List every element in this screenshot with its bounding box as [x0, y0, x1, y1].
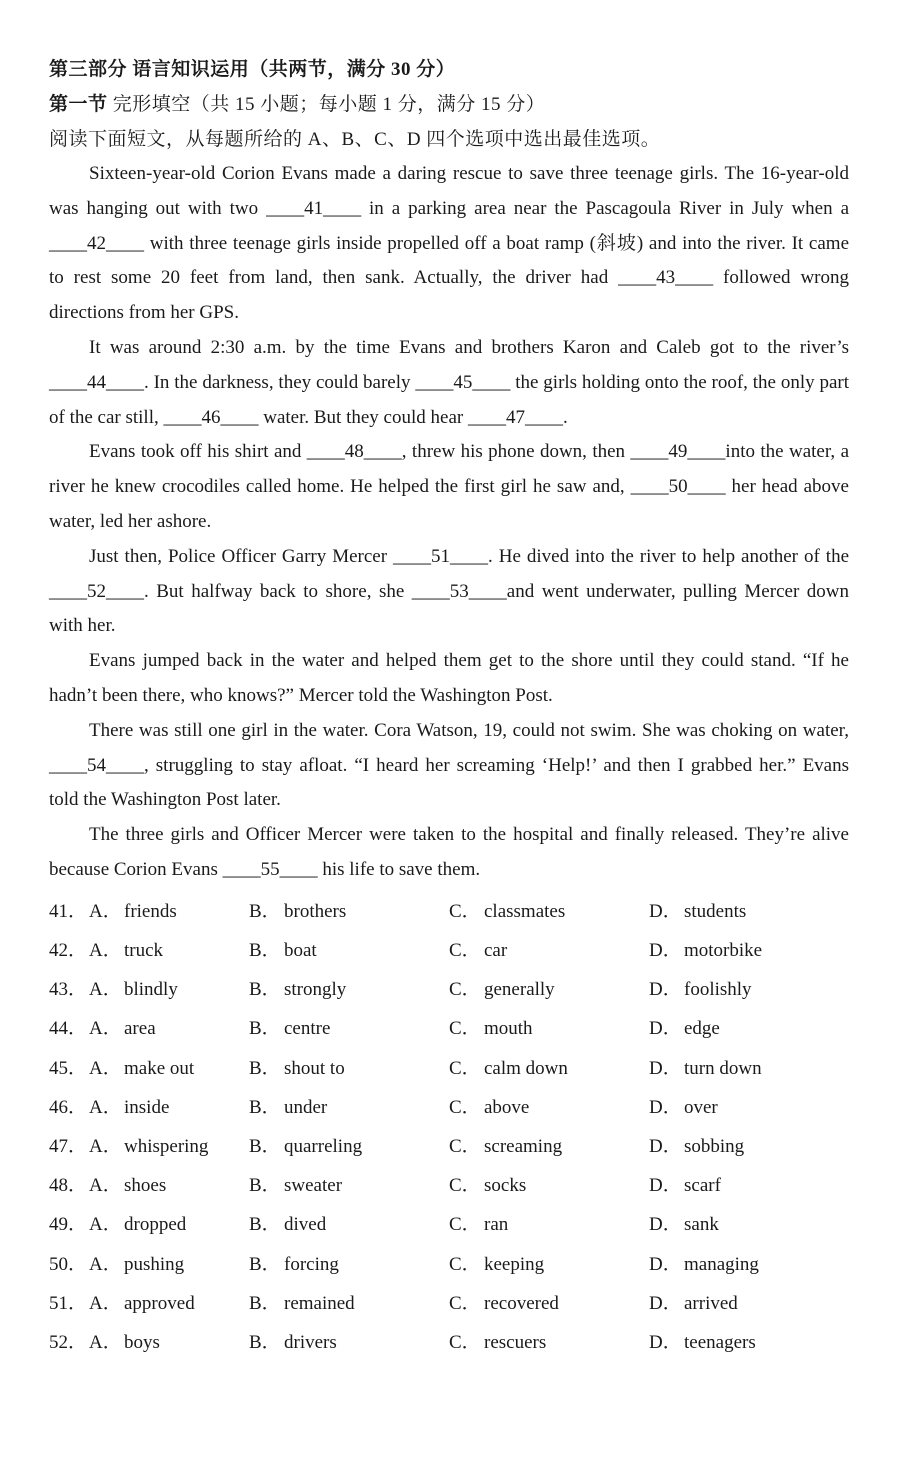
option-c[interactable] [449, 1013, 649, 1040]
option-letter: C． [449, 1292, 481, 1314]
question-number: 44． [49, 1018, 88, 1040]
option-text: classmates [484, 900, 566, 922]
cloze-passage [49, 157, 849, 888]
option-letter: C． [449, 1135, 481, 1157]
option-text: blindly [124, 979, 178, 1001]
option-b[interactable] [249, 1249, 449, 1276]
option-letter: A． [89, 1292, 122, 1314]
passage-paragraph: The three girls and Officer Mercer were taken to the hospital and finally released. They’re alive because Corion Evans ____55____ his life to save them. [49, 824, 849, 880]
option-letter: D． [649, 979, 682, 1001]
option-b[interactable] [249, 1327, 449, 1354]
option-letter: D． [649, 1253, 682, 1275]
option-letter: C． [449, 900, 481, 922]
option-letter: B． [249, 1253, 281, 1275]
passage-paragraph: Sixteen-year-old Corion Evans made a daring rescue to save three teenage girls. The 16-year-old was hanging out with two ____41____ in a parking area near the Pascagoula River in July when a ____42____ with three teenage girls inside propelled off a boat ramp (斜坡) and into the river. It came to rest some 20 feet from land, then sank. Actually, the driver had ____43____ followed wrong directions from her GPS. [49, 163, 849, 324]
option-letter: D． [649, 1214, 682, 1236]
question-row [49, 1046, 849, 1085]
question-row [49, 929, 849, 968]
option-a[interactable] [49, 1053, 249, 1080]
option-letter: A． [89, 1057, 122, 1079]
option-text: students [684, 900, 747, 922]
option-letter: B． [249, 979, 281, 1001]
instruction: 阅读下面短文，从每题所给的 A、B、C、D 四个选项中选出最佳选项。 [49, 129, 661, 150]
option-a[interactable] [49, 1131, 249, 1158]
option-d[interactable] [649, 1013, 849, 1040]
option-letter: B． [249, 1214, 281, 1236]
part-subtitle: 语言知识运用（共两节，满分 30 分） [132, 59, 456, 80]
section-heading [49, 87, 849, 122]
part-title: 第三部分 [49, 59, 128, 80]
question-row [49, 1282, 849, 1321]
option-text: dropped [124, 1214, 187, 1236]
part-heading [49, 52, 849, 87]
option-b[interactable] [249, 1131, 449, 1158]
option-a[interactable] [49, 974, 249, 1001]
option-text: car [484, 940, 508, 962]
option-text: edge [684, 1018, 720, 1040]
option-text: keeping [484, 1253, 545, 1275]
option-letter: A． [89, 900, 122, 922]
option-text: whispering [124, 1135, 209, 1157]
option-text: arrived [684, 1292, 738, 1314]
option-text: make out [124, 1057, 195, 1079]
question-number: 46． [49, 1096, 88, 1118]
option-letter: A． [89, 1175, 122, 1197]
option-text: recovered [484, 1292, 559, 1314]
option-text: socks [484, 1175, 527, 1197]
option-b[interactable] [249, 1288, 449, 1315]
option-letter: D． [649, 1331, 682, 1353]
option-a[interactable] [49, 896, 249, 923]
passage-paragraph: There was still one girl in the water. Cora Watson, 19, could not swim. She was choking on water, ____54____, struggling to stay afloat. “I heard her screaming ‘Help!’ and then I grabbed her.” Evans told the Washington Post later. [49, 719, 849, 811]
exam-page [49, 52, 849, 1360]
option-b[interactable] [249, 974, 449, 1001]
question-row [49, 1007, 849, 1046]
option-letter: B． [249, 1057, 281, 1079]
question-row [49, 1164, 849, 1203]
question-row [49, 1203, 849, 1242]
passage-paragraph: Just then, Police Officer Garry Mercer ____51____. He dived into the river to help another of the ____52____. But halfway back to shore, she ____53____and went underwater, pulling Mercer down with her. [49, 545, 849, 637]
option-c[interactable] [449, 1131, 649, 1158]
option-letter: B． [249, 1331, 281, 1353]
question-row [49, 968, 849, 1007]
option-letter: A． [89, 1331, 122, 1353]
option-c[interactable] [449, 935, 649, 962]
option-text: mouth [484, 1018, 533, 1040]
question-number: 43． [49, 979, 88, 1001]
option-text: friends [124, 900, 177, 922]
option-text: drivers [284, 1331, 337, 1353]
option-letter: A． [89, 979, 122, 1001]
option-text: shout to [284, 1057, 345, 1079]
option-text: calm down [484, 1057, 568, 1079]
option-d[interactable] [649, 974, 849, 1001]
option-b[interactable] [249, 1170, 449, 1197]
option-text: over [684, 1096, 718, 1118]
option-d[interactable] [649, 1209, 849, 1236]
option-letter: C． [449, 940, 481, 962]
option-text: remained [284, 1292, 355, 1314]
question-row [49, 1086, 849, 1125]
option-a[interactable] [49, 1288, 249, 1315]
option-text: shoes [124, 1175, 167, 1197]
question-number: 51． [49, 1292, 88, 1314]
option-letter: B． [249, 1096, 281, 1118]
option-d[interactable] [649, 935, 849, 962]
option-text: motorbike [684, 940, 763, 962]
option-d[interactable] [649, 1053, 849, 1080]
question-row [49, 1321, 849, 1360]
option-letter: B． [249, 1018, 281, 1040]
option-text: under [284, 1096, 328, 1118]
option-text: sobbing [684, 1135, 745, 1157]
option-text: managing [684, 1253, 759, 1275]
option-c[interactable] [449, 1209, 649, 1236]
question-number: 47． [49, 1135, 88, 1157]
option-d[interactable] [649, 1327, 849, 1354]
option-c[interactable] [449, 1327, 649, 1354]
option-letter: D． [649, 1057, 682, 1079]
option-text: sank [684, 1214, 719, 1236]
option-text: scarf [684, 1175, 721, 1197]
option-text: brothers [284, 900, 347, 922]
option-letter: B． [249, 940, 281, 962]
question-row [49, 1242, 849, 1281]
option-letter: D． [649, 1135, 682, 1157]
question-number: 50． [49, 1253, 88, 1275]
option-letter: A． [89, 1253, 122, 1275]
option-letter: B． [249, 900, 281, 922]
option-d[interactable] [649, 1131, 849, 1158]
option-letter: B． [249, 1292, 281, 1314]
question-number: 49． [49, 1214, 88, 1236]
option-letter: B． [249, 1175, 281, 1197]
option-letter: D． [649, 940, 682, 962]
option-letter: D． [649, 900, 682, 922]
option-a[interactable] [49, 1209, 249, 1236]
option-letter: A． [89, 1135, 122, 1157]
option-text: generally [484, 979, 555, 1001]
question-row [49, 890, 849, 929]
option-text: approved [124, 1292, 195, 1314]
option-letter: A． [89, 1214, 122, 1236]
option-letter: A． [89, 1018, 122, 1040]
option-text: dived [284, 1214, 327, 1236]
option-c[interactable] [449, 1288, 649, 1315]
option-text: inside [124, 1096, 170, 1118]
option-a[interactable] [49, 935, 249, 962]
option-text: screaming [484, 1135, 563, 1157]
option-text: boys [124, 1331, 160, 1353]
option-letter: C． [449, 1331, 481, 1353]
option-letter: C． [449, 1096, 481, 1118]
passage-paragraph: Evans jumped back in the water and helped them get to the shore until they could stand. “If he hadn’t been there, who knows?” Mercer told the Washington Post. [49, 650, 849, 706]
question-number: 52． [49, 1331, 88, 1353]
option-text: teenagers [684, 1331, 756, 1353]
option-b[interactable] [249, 1053, 449, 1080]
option-text: ran [484, 1214, 509, 1236]
option-c[interactable] [449, 1053, 649, 1080]
question-number: 41． [49, 900, 88, 922]
option-text: truck [124, 940, 164, 962]
option-text: quarreling [284, 1135, 363, 1157]
question-number: 45． [49, 1057, 88, 1079]
option-letter: C． [449, 979, 481, 1001]
option-a[interactable] [49, 1013, 249, 1040]
question-number: 42． [49, 940, 88, 962]
option-d[interactable] [649, 1249, 849, 1276]
option-letter: D． [649, 1175, 682, 1197]
option-text: strongly [284, 979, 347, 1001]
option-letter: A． [89, 1096, 122, 1118]
option-letter: C． [449, 1175, 481, 1197]
option-b[interactable] [249, 935, 449, 962]
option-letter: C． [449, 1214, 481, 1236]
option-d[interactable] [649, 896, 849, 923]
option-letter: C． [449, 1253, 481, 1275]
option-d[interactable] [649, 1288, 849, 1315]
option-c[interactable] [449, 974, 649, 1001]
option-letter: C． [449, 1018, 481, 1040]
option-b[interactable] [249, 1013, 449, 1040]
option-text: area [124, 1018, 156, 1040]
option-d[interactable] [649, 1092, 849, 1119]
option-a[interactable] [49, 1170, 249, 1197]
question-row [49, 1125, 849, 1164]
passage-paragraph: It was around 2:30 a.m. by the time Evans and brothers Karon and Caleb got to the river’s ____44____. In the darkness, they could barely ____45____ the girls holding onto the roof, the only part of the car still, ____46____ water. But they could hear ____47____. [49, 336, 849, 428]
option-letter: A． [89, 940, 122, 962]
option-letter: D． [649, 1018, 682, 1040]
option-text: turn down [684, 1057, 762, 1079]
option-text: above [484, 1096, 530, 1118]
option-c[interactable] [449, 1092, 649, 1119]
option-text: centre [284, 1018, 331, 1040]
section-subtitle: 完形填空（共 15 小题；每小题 1 分，满分 15 分） [112, 94, 546, 115]
option-b[interactable] [249, 896, 449, 923]
section-title: 第一节 [49, 94, 108, 115]
option-letter: C． [449, 1057, 481, 1079]
option-text: rescuers [484, 1331, 547, 1353]
option-text: sweater [284, 1175, 343, 1197]
option-b[interactable] [249, 1092, 449, 1119]
option-a[interactable] [49, 1327, 249, 1354]
option-letter: B． [249, 1135, 281, 1157]
option-b[interactable] [249, 1209, 449, 1236]
option-c[interactable] [449, 896, 649, 923]
passage-paragraph: Evans took off his shirt and ____48____, threw his phone down, then ____49____into the water, a river he knew crocodiles called home. He helped the first girl he saw and, ____50____ her head above water, led her ashore. [49, 441, 849, 532]
option-c[interactable] [449, 1249, 649, 1276]
option-text: boat [284, 940, 317, 962]
option-text: foolishly [684, 979, 752, 1001]
option-text: pushing [124, 1253, 185, 1275]
option-c[interactable] [449, 1170, 649, 1197]
options-list [49, 890, 849, 1360]
option-a[interactable] [49, 1092, 249, 1119]
option-letter: D． [649, 1096, 682, 1118]
option-letter: D． [649, 1292, 682, 1314]
question-number: 48． [49, 1175, 88, 1197]
option-a[interactable] [49, 1249, 249, 1276]
option-text: forcing [284, 1253, 339, 1275]
option-d[interactable] [649, 1170, 849, 1197]
